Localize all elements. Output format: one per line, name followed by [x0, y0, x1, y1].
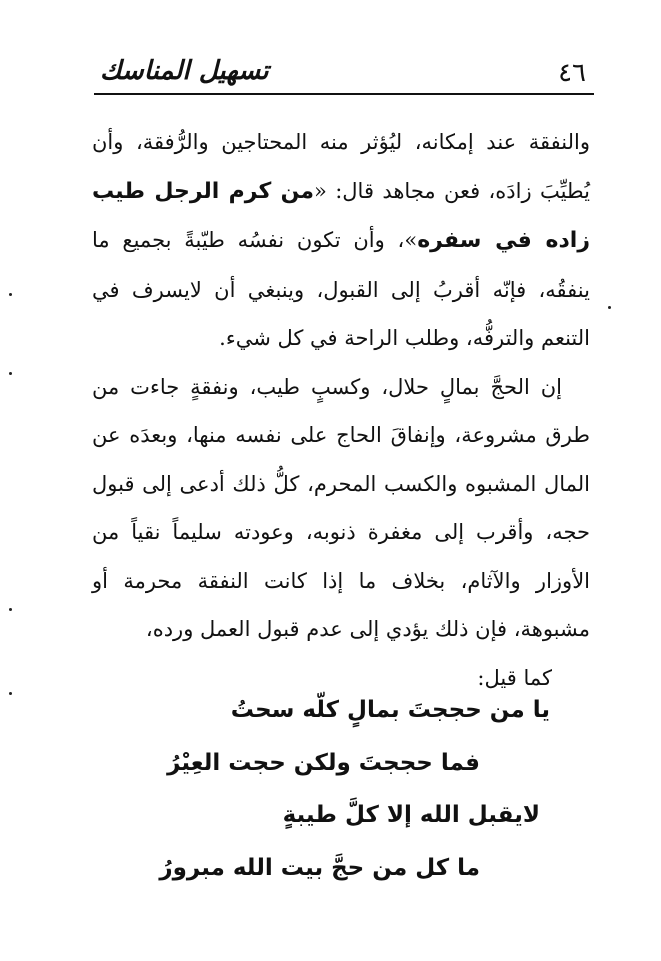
- poem-verse-4: ما كل من حجَّ بيت الله مبرورُ: [159, 854, 480, 881]
- margin-speck: [608, 306, 611, 309]
- paragraph-1-text-b: »، وأن تكون نفسُه طيّبةً بجميع ما ينفقُه، فإنّه أقربُ إلى القبول، وينبغي أن لايسرف في التنعم والترفُّه، وطلب الراحة في كل شيء.: [92, 228, 590, 350]
- poem-verse-2: فما حججتَ ولكن حجت العِيْرُ: [167, 749, 480, 776]
- body-text: [92, 118, 590, 702]
- header-rule: [94, 93, 594, 95]
- poem-verse-3: لايقبل الله إلا كلَّ طيبةٍ: [282, 802, 540, 828]
- book-title: تسهيل المناسك: [100, 56, 269, 86]
- quote-intro: كما قيل:: [477, 665, 552, 690]
- page-number: ٤٦: [558, 58, 586, 88]
- paragraph-2: إن الحجَّ بمالٍ حلال، وكسبٍ طيب، ونفقةٍ جاءت من طرق مشروعة، وإنفاقَ الحاج على نفسه منها، وبعدَه عن المال المشبوه والكسب المحرم، كلُّ ذلك أدعى إلى قبول حجه، وأقرب إلى مغفرة ذنوبه، وعودته سليماً نقياً من الأوزار والآثام، بخلاف ما إذا كانت النفقة محرمة أو مشبوهة، فإن ذلك يؤدي إلى عدم قبول العمل ورده،: [92, 374, 590, 641]
- hadith-quote: من كرم الرجل طيب زاده في سفره: [92, 178, 590, 253]
- paragraph-1: [92, 118, 590, 363]
- poem-verse-1: يا من حججتَ بمالٍ كلّه سحتُ: [230, 697, 550, 723]
- margin-speck: [9, 372, 12, 375]
- page-header: [94, 54, 594, 96]
- poem: [92, 684, 590, 894]
- margin-speck: [9, 692, 12, 695]
- margin-speck: [9, 608, 12, 611]
- margin-speck: [9, 293, 12, 296]
- paragraph-1-text-a: والنفقة عند إمكانه، ليُؤثر منه المحتاجين والرُّفقة، وأن يُطيِّبَ زادَه، فعن مجاهد قال: «: [92, 130, 590, 203]
